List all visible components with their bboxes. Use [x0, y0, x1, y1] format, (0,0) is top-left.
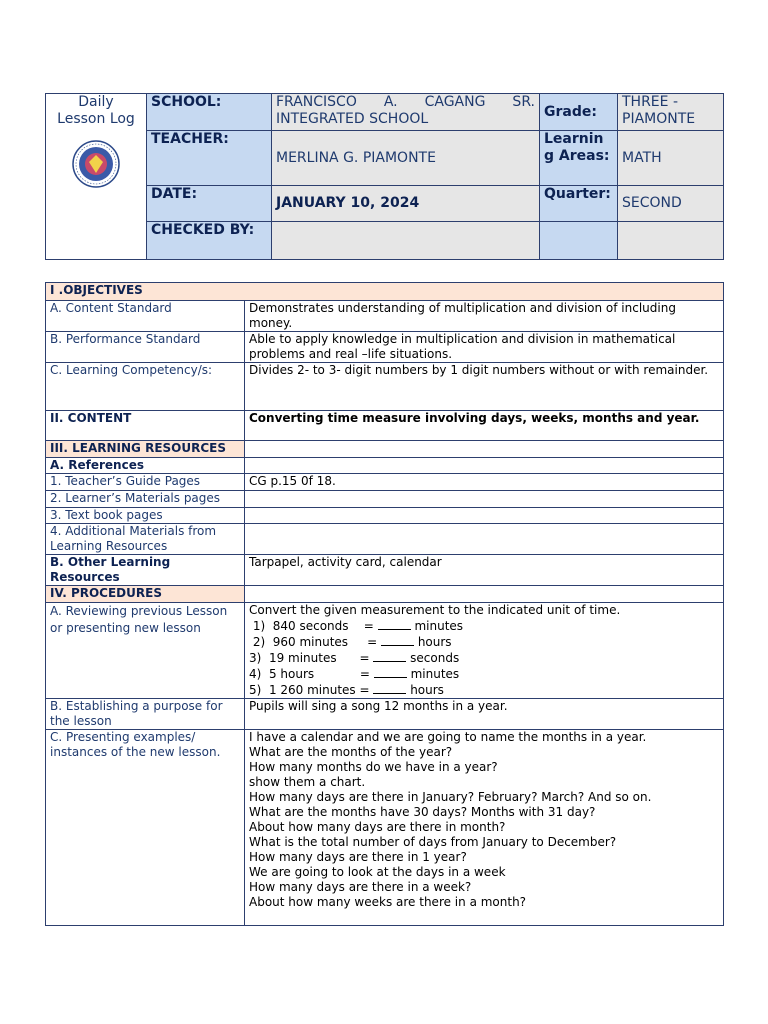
objectives-heading: I .OBJECTIVES: [46, 283, 724, 301]
procedure-a-intro: Convert the given measurement to the indicated unit of time.: [249, 603, 621, 617]
content-standard-label: A. Content Standard: [46, 301, 245, 332]
conversion-item-unit: hours: [406, 683, 444, 697]
performance-standard-label: B. Performance Standard: [46, 332, 245, 363]
content-label: II. CONTENT: [46, 411, 245, 441]
deped-seal-icon: [72, 140, 120, 188]
teacher-value: MERLINA G. PIAMONTE: [272, 131, 540, 186]
procedure-c-label: C. Presenting examples/ instances of the new lesson.: [46, 730, 245, 926]
resources-heading: III. LEARNING RESOURCES: [46, 441, 245, 458]
date-label: DATE:: [147, 186, 272, 222]
school-label: SCHOOL:: [147, 94, 272, 131]
references-value: [245, 458, 724, 474]
question-line: What is the total number of days from January to December?: [249, 835, 617, 849]
conversion-item-text: 1) 840 seconds =: [249, 619, 378, 633]
procedure-a-value: [245, 603, 724, 699]
question-line: About how many weeks are there in a month?: [249, 895, 527, 909]
additional-materials-value: [245, 524, 724, 555]
conversion-item: [249, 682, 719, 698]
conversion-item-unit: hours: [414, 635, 452, 649]
answer-blank: [374, 666, 407, 678]
competency-value: Divides 2- to 3- digit numbers by 1 digit numbers without or with remainder.: [245, 363, 724, 411]
checked-by-label: CHECKED BY:: [147, 222, 272, 260]
school-line-2: INTEGRATED SCHOOL: [276, 111, 429, 127]
doc-title-cell: [46, 94, 147, 260]
quarter-label: Quarter:: [540, 186, 618, 222]
textbook-pages-value: [245, 508, 724, 524]
additional-materials-label: 4. Additional Materials from Learning Resources: [46, 524, 245, 555]
procedure-b-value: Pupils will sing a song 12 months in a year.: [245, 699, 724, 730]
conversion-item: [249, 618, 719, 634]
conversion-item: [249, 634, 719, 650]
school-line-1: FRANCISCO A. CAGANG SR.: [276, 94, 535, 110]
doc-title: Daily Lesson Log: [57, 94, 135, 127]
conversion-item-unit: minutes: [410, 619, 464, 633]
content-value: Converting time measure involving days, weeks, months and year.: [245, 411, 724, 441]
school-value: [272, 94, 540, 131]
procedures-heading: IV. PROCEDURES: [46, 586, 245, 603]
content-standard-value: Demonstrates understanding of multiplication and division of including money.: [245, 301, 724, 332]
procedure-c-lines: [249, 730, 719, 910]
other-resources-label: B. Other Learning Resources: [46, 555, 245, 586]
tg-pages-label: 1. Teacher’s Guide Pages: [46, 474, 245, 491]
procedure-a-label: A. Reviewing previous Lesson or presenting new lesson: [46, 603, 245, 699]
textbook-pages-label: 3. Text book pages: [46, 508, 245, 524]
question-line: About how many days are there in month?: [249, 820, 506, 834]
answer-blank: [378, 618, 411, 630]
conversion-list: [249, 618, 719, 698]
conversion-item: [249, 666, 719, 682]
conversion-item-text: 3) 19 minutes =: [249, 651, 374, 665]
checked-by-value: [272, 222, 540, 260]
conversion-item-unit: minutes: [406, 667, 460, 681]
other-resources-value: Tarpapel, activity card, calendar: [245, 555, 724, 586]
procedures-heading-value: [245, 586, 724, 603]
resources-heading-value: [245, 441, 724, 458]
header-table: [45, 93, 724, 260]
date-value: JANUARY 10, 2024: [272, 186, 540, 222]
conversion-item: [249, 650, 719, 666]
question-line: We are going to look at the days in a week: [249, 865, 506, 879]
procedure-c-value: [245, 730, 724, 926]
teacher-label: TEACHER:: [147, 131, 272, 186]
grade-label: Grade:: [540, 94, 618, 131]
question-line: I have a calendar and we are going to name the months in a year.: [249, 730, 647, 744]
tg-pages-value: CG p.15 0f 18.: [245, 474, 724, 491]
quarter-value: SECOND: [618, 186, 724, 222]
answer-blank: [373, 650, 406, 662]
question-line: What are the months of the year?: [249, 745, 453, 759]
lesson-table: [45, 282, 724, 926]
conversion-item-unit: seconds: [406, 651, 460, 665]
references-label: A. References: [46, 458, 245, 474]
question-line: How many months do we have in a year?: [249, 760, 498, 774]
question-line: How many days are there in January? February? March? And so on.: [249, 790, 652, 804]
lm-pages-value: [245, 491, 724, 508]
answer-blank: [373, 682, 406, 694]
learning-areas-value: MATH: [618, 131, 724, 186]
question-line: What are the months have 30 days? Months with 31 day?: [249, 805, 596, 819]
performance-standard-value: Able to apply knowledge in multiplication and division in mathematical problems and real –life situations.: [245, 332, 724, 363]
lm-pages-label: 2. Learner’s Materials pages: [46, 491, 245, 508]
conversion-item-text: 5) 1 260 minutes =: [249, 683, 374, 697]
checked-by-extra-1: [540, 222, 618, 260]
question-line: How many days are there in a week?: [249, 880, 472, 894]
conversion-item-text: 4) 5 hours =: [249, 667, 374, 681]
answer-blank: [381, 634, 414, 646]
grade-value: THREE - PIAMONTE: [618, 94, 724, 131]
question-line: How many days are there in 1 year?: [249, 850, 467, 864]
competency-label: C. Learning Competency/s:: [46, 363, 245, 411]
learning-areas-label: Learning Areas:: [540, 131, 618, 186]
procedure-b-label: B. Establishing a purpose for the lesson: [46, 699, 245, 730]
checked-by-extra-2: [618, 222, 724, 260]
question-line: show them a chart.: [249, 775, 366, 789]
conversion-item-text: 2) 960 minutes =: [249, 635, 381, 649]
